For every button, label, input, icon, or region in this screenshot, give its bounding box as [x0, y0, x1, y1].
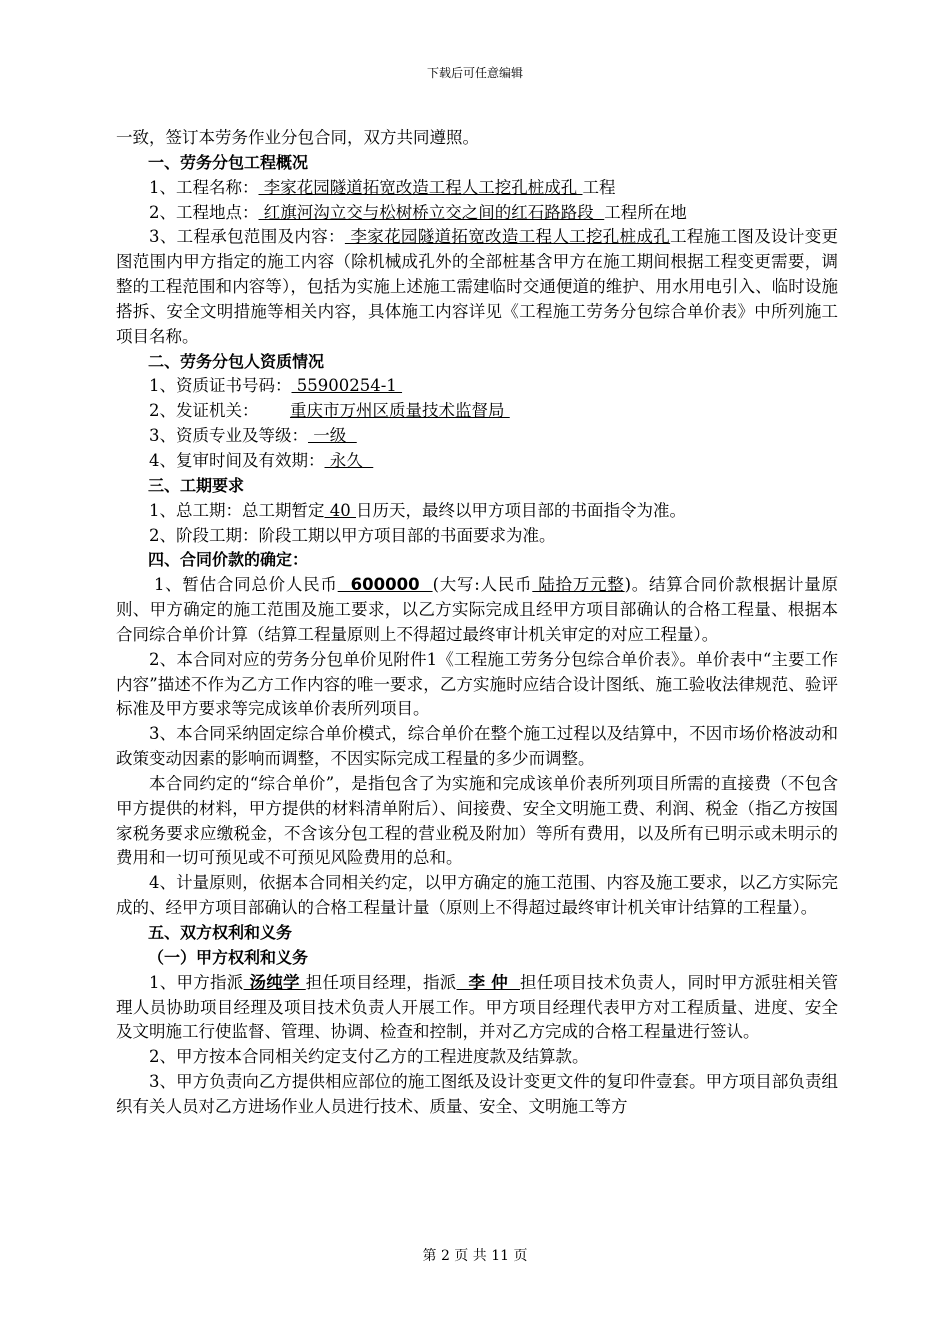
paragraph — [116, 374, 838, 399]
paragraph: 2、甲方按本合同相关约定支付乙方的工程进度款及结算款。 — [149, 1047, 589, 1067]
paragraph-text: )。结算合同价款根据计量原则、甲方确定的施工范围及施工要求，以乙方实际完成且经甲方项目部确认的合格工程量、根据本合同综合单价计算（结算工程量原则上不得超过最终审计机关审定的对应工程量）。 — [116, 575, 838, 644]
paragraph — [116, 424, 838, 449]
project-manager-name: 汤纯学 — [243, 972, 306, 992]
label: 日历天，最终以甲方项目部的书面指令为准。 — [356, 500, 686, 520]
label: (大写:人民币 — [432, 575, 533, 595]
paragraph: 一致，签订本劳务作业分包合同，双方共同遵照。 — [116, 128, 479, 147]
validity-period: 永久 — [324, 450, 374, 470]
paragraph — [116, 449, 838, 474]
label: 3、工程承包范围及内容： — [149, 227, 345, 247]
label: 工程所在地 — [604, 202, 687, 222]
paragraph — [116, 225, 838, 349]
issuing-authority: 重庆市万州区质量技术监督局 — [289, 401, 510, 421]
paragraph — [116, 399, 838, 424]
scope-value: 李家花园隧道拓宽改造工程人工挖孔桩成孔 — [344, 227, 671, 247]
project-name: 李家花园隧道拓宽改造工程人工挖孔桩成孔 — [258, 177, 583, 197]
section-heading: 三、工期要求 — [148, 475, 245, 495]
section-heading: 五、双方权利和义务 — [148, 923, 293, 942]
page-footer: 第 2 页 共 11 页 — [422, 1248, 528, 1264]
label: 工程 — [582, 177, 616, 197]
section-heading: 一、劳务分包工程概况 — [148, 152, 309, 172]
paragraph — [116, 201, 838, 226]
paragraph: 3、本合同采纳固定综合单价模式，综合单价在整个施工过程以及结算中，不因市场价格波动和政策变动因素的影响而调整，不因实际完成工程量的多少而调整。 — [116, 724, 838, 769]
paragraph: 4、计量原则，依据本合同相关约定，以甲方确定的施工范围、内容及施工要求，以乙方实际完成的、经甲方项目部确认的合格工程量计量（原则上不得超过最终审计机关审计结算的工程量）。 — [116, 873, 838, 918]
paragraph: 2、本合同对应的劳务分包单价见附件1《工程施工劳务分包综合单价表》。单价表中“主要工作内容”描述不作为乙方工作内容的唯一要求，乙方实施时应结合设计图纸、施工验收法律规范、验评标准及甲方要求等完成该单价表所列项目。 — [116, 649, 838, 719]
section-heading: 二、劳务分包人资质情况 — [148, 351, 325, 371]
contract-amount: 600000 — [337, 575, 433, 595]
label: 1、暂估合同总价人民币 — [153, 575, 338, 595]
paragraph — [116, 499, 838, 524]
paragraph: 本合同约定的“综合单价”，是指包含了为实施和完成该单价表所列项目所需的直接费（不包含甲方提供的材料，甲方提供的材料清单附后）、间接费、安全文明施工费、利润、税金（指乙方按国家税务要求应缴税金，不含该分包工程的营业税及附加）等所有费用，以及所有已明示或未明示的费用和一切可预见或不可预见风险费用的总和。 — [116, 773, 838, 868]
document-body — [116, 126, 838, 1120]
project-location: 红旗河沟立交与松树桥立交之间的红石路路段 — [258, 202, 605, 222]
label: 1、工程名称： — [149, 177, 259, 197]
label: 2、工程地点： — [149, 202, 259, 222]
total-duration: 40 — [324, 500, 356, 520]
technical-lead-name: 李 仲 — [456, 972, 520, 992]
amount-in-words: 陆拾万元整 — [532, 575, 625, 595]
page-header: 下载后可任意编辑 — [426, 66, 523, 80]
label: 1、资质证书号码： — [149, 376, 292, 396]
paragraph: 2、阶段工期：阶段工期以甲方项目部的书面要求为准。 — [149, 525, 556, 545]
paragraph: 3、甲方负责向乙方提供相应部位的施工图纸及设计变更文件的复印件壹套。甲方项目部负责组织有关人员对乙方进场作业人员进行技术、质量、安全、文明施工等方 — [116, 1072, 838, 1116]
certificate-number: 55900254-1 — [291, 376, 403, 396]
subsection-heading: （一）甲方权利和义务 — [148, 947, 309, 967]
label: 1、甲方指派 — [149, 972, 244, 992]
qualification-grade: 一级 — [308, 426, 357, 446]
paragraph-text: 担任项目技术负责人，同时甲方派驻相关管理人员协助项目经理及项目技术负责人开展工作。甲方项目经理代表甲方对工程质量、进度、安全及文明施工行使监督、管理、协调、检查和控制，并对乙方完成的合格工程量进行签认。 — [116, 972, 839, 1042]
label: 担任项目经理，指派 — [305, 972, 457, 992]
label: 3、资质专业及等级： — [149, 426, 308, 446]
paragraph — [116, 971, 838, 1046]
paragraph — [116, 573, 838, 648]
label: 2、发证机关： — [149, 401, 259, 421]
label: 4、复审时间及有效期： — [149, 450, 325, 470]
section-heading: 四、合同价款的确定： — [148, 550, 309, 570]
paragraph — [116, 176, 838, 201]
label: 1、总工期：总工期暂定 — [149, 500, 325, 520]
paragraph-text: 工程施工图及设计变更图范围内甲方指定的施工内容（除机械成孔外的全部桩基含甲方在施工期间根据工程变更需要，调整的工程范围和内容等），包括为实施上述施工需建临时交通便道的维护、用水用电引入、临时设施搭拆、安全文明措施等相关内容，具体施工内容详见《工程施工劳务分包综合单价表》中所列施工项目名称。 — [116, 227, 839, 346]
